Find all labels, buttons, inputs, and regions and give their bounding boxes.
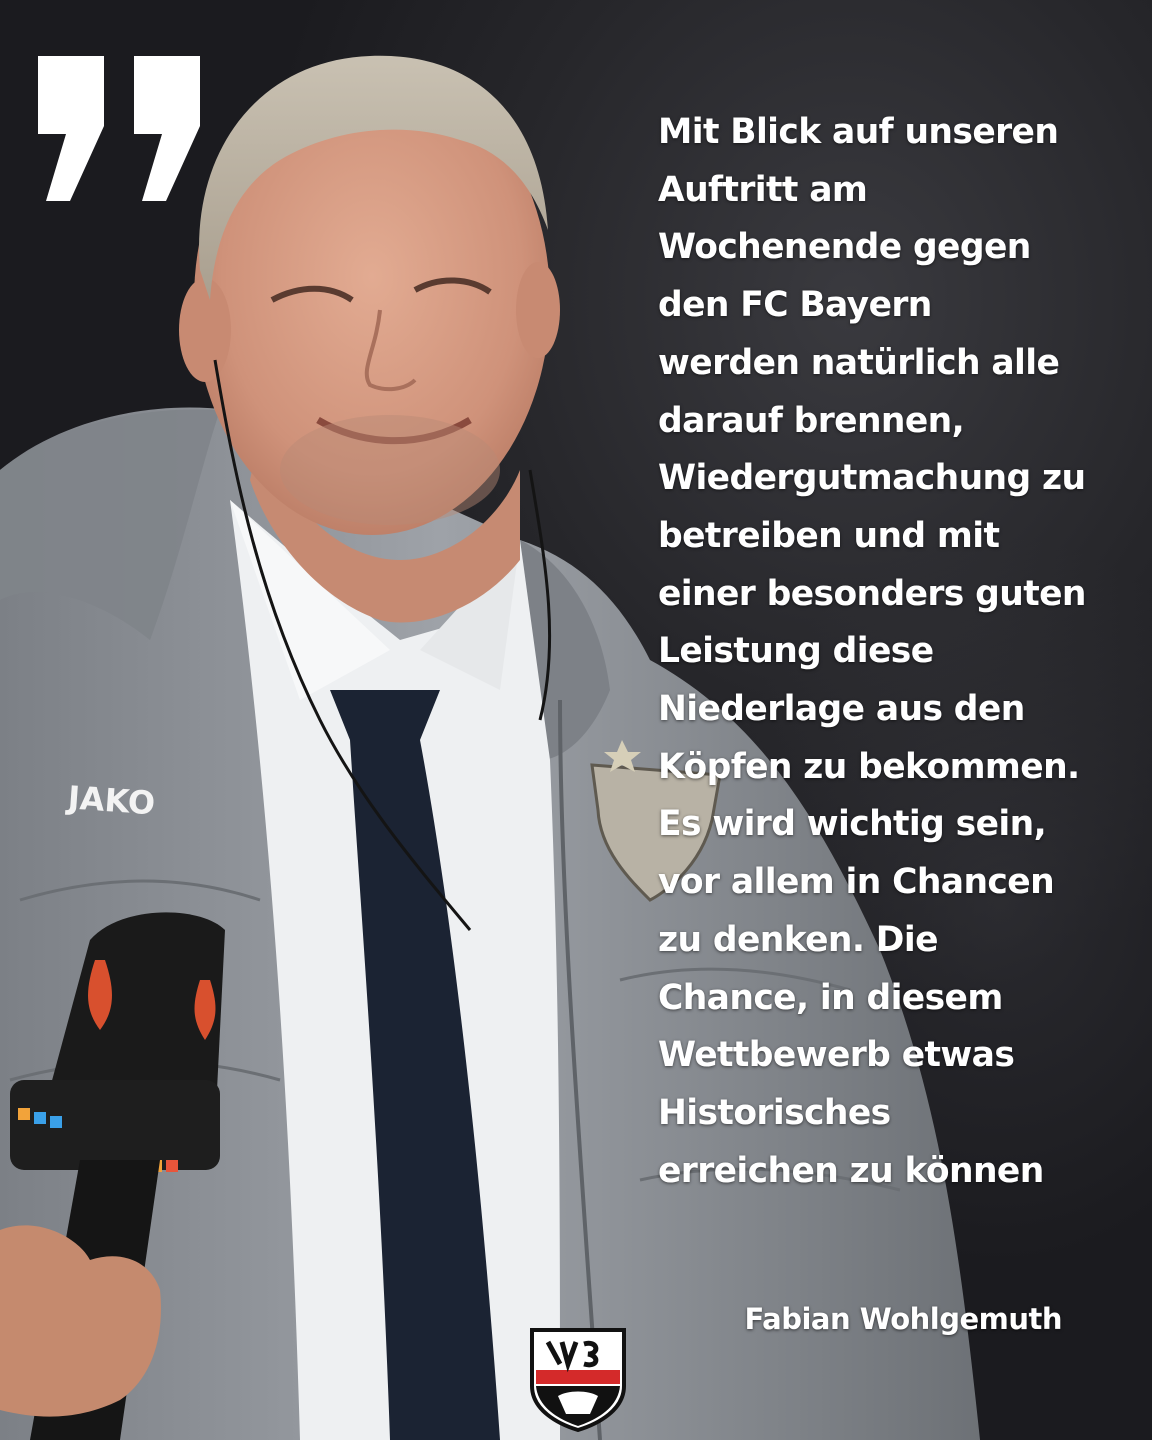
quote-mark-icon <box>38 56 203 201</box>
club-logo-icon <box>528 1324 628 1432</box>
quote-author: Fabian Wohlgemuth <box>744 1302 1062 1336</box>
jacket-brand-text: JAKO <box>66 778 157 823</box>
quote-text: Mit Blick auf unseren Auftritt am Wochenende gegen den FC Bayern werden natürlich alle darauf brennen, Wiedergutmachung zu betreiben und mit einer besonders guten Leistung diese Niederlage aus den Köpfen zu bekommen. Es wird wichtig sein, vor allem in Chancen zu denken. Die Chance, in diesem Wettbewerb etwas Historisches erreichen zu können <box>658 112 1086 1191</box>
